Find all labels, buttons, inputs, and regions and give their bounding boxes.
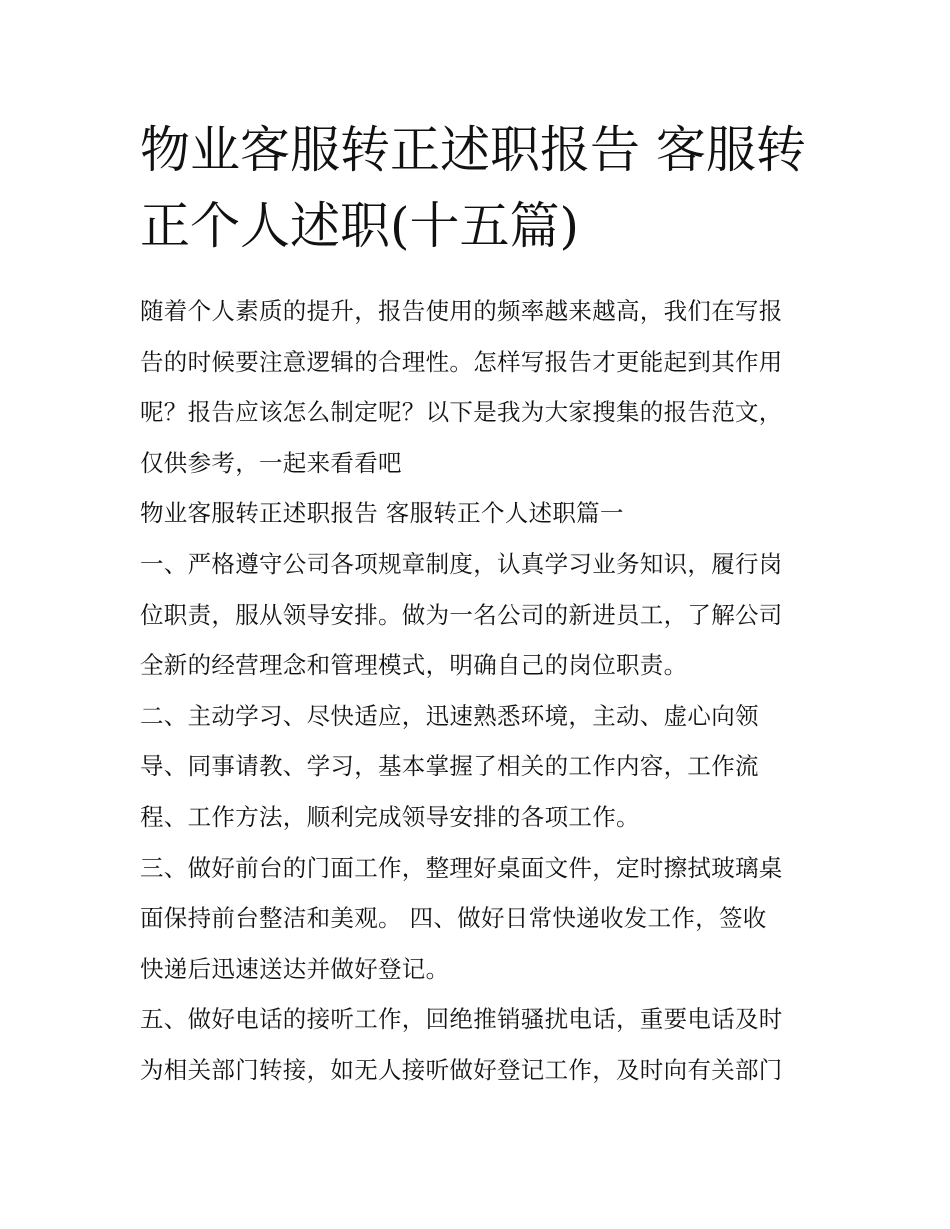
item-two-paragraph [140, 691, 820, 843]
text-line: 三、做好前台的门面工作，整理好桌面文件，定时擦拭玻璃桌 [140, 853, 783, 882]
section-heading [140, 488, 820, 539]
title-line: 物业客服转正述职报告 客服转 [140, 121, 806, 179]
text-line: 面保持前台整洁和美观。 四、做好日常快递收发工作，签收 [140, 904, 767, 933]
title-line: 正个人述职(十五篇) [140, 197, 580, 255]
text-line: 仅供参考，一起来看看吧 [140, 448, 402, 477]
text-line: 五、做好电话的接听工作，回绝推销骚扰电话，重要电话及时 [140, 1005, 783, 1034]
item-one-paragraph [140, 539, 820, 691]
text-line: 程、工作方法，顺利完成领导安排的各项工作。 [140, 802, 640, 831]
intro-paragraph [140, 286, 820, 488]
text-line: 呢？报告应该怎么制定呢？以下是我为大家搜集的报告范文， [140, 398, 783, 427]
document-body [140, 286, 820, 1096]
text-line: 位职责，服从领导安排。做为一名公司的新进员工，了解公司 [140, 600, 783, 629]
document-title [140, 112, 820, 264]
item-three-paragraph [140, 843, 820, 995]
text-line: 二、主动学习、尽快适应，迅速熟悉环境，主动、虚心向领 [140, 701, 759, 730]
text-line: 导、同事请教、学习，基本掌握了相关的工作内容，工作流 [140, 752, 759, 781]
text-line: 为相关部门转接，如无人接听做好登记工作，及时向有关部门 [140, 1055, 783, 1084]
text-line: 快递后迅速送达并做好登记。 [140, 954, 450, 983]
text-line: 全新的经营理念和管理模式，明确自己的岗位职责。 [140, 651, 688, 680]
item-five-paragraph [140, 994, 820, 1095]
text-line: 物业客服转正述职报告 客服转正个人述职篇一 [140, 499, 624, 528]
text-line: 随着个人素质的提升，报告使用的频率越来越高，我们在写报 [140, 297, 783, 325]
text-line: 告的时候要注意逻辑的合理性。怎样写报告才更能起到其作用 [140, 347, 783, 376]
document-page [140, 112, 820, 1096]
text-line: 一、严格遵守公司各项规章制度，认真学习业务知识，履行岗 [140, 549, 783, 578]
